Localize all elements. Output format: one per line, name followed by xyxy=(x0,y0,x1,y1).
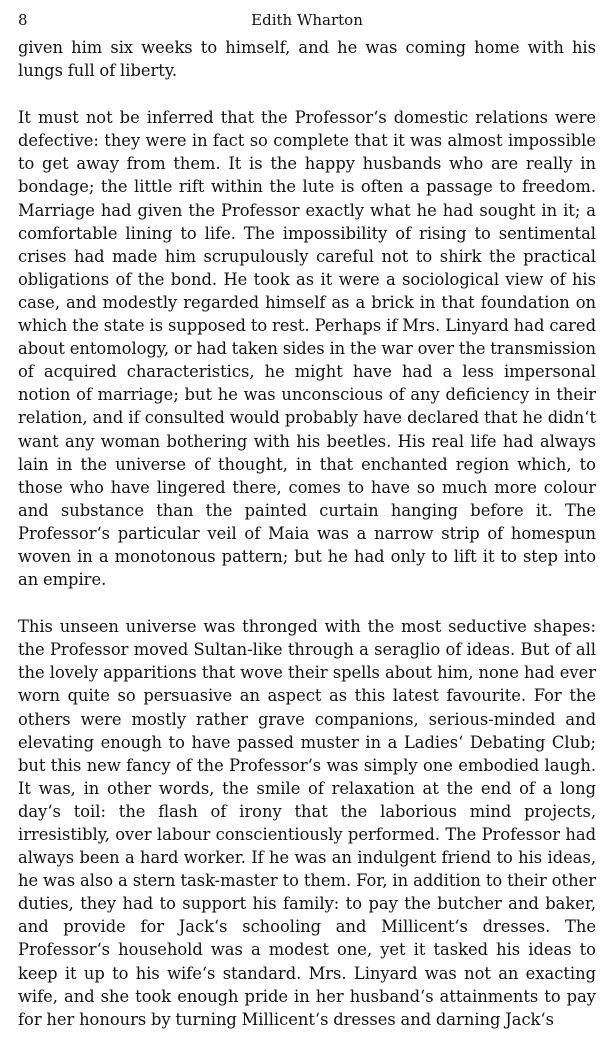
running-head xyxy=(18,0,596,36)
paragraph: This unseen universe was thronged with the most seductive shapes: the Professor moved Sultan-like through a seraglio of ideas. But of all the lovely apparitions that wove their spells about him, none had ever worn quite so persuasive an aspect as this latest favourite. For the others were mostly rather grave companions, serious-minded and elevating enough to have passed muster in a Ladies‘ Debating Club; but this new fancy of the Professor‘s was simply one embodied laugh. It was, in other words, the smile of relaxation at the end of a long day‘s toil: the flash of irony that the laborious mind projects, irresistibly, over labour conscientiously performed. The Professor had always been a hard worker. If he was an indulgent friend to his ideas, he was also a stern task-master to them. For, in addition to their other duties, they had to support his family: to pay the butcher and baker, and provide for Jack‘s schooling and Millicent‘s dresses. The Professor‘s household was a modest one, yet it tasked his ideas to keep it up to his wife‘s standard. Mrs. Linyard was not an exacting wife, and she took enough pride in her husband‘s attainments to pay for her honours by turning Millicent‘s dresses and darning Jack‘s xyxy=(18,617,596,1029)
running-head-title: Edith Wharton xyxy=(251,11,363,29)
paragraph: given him six weeks to himself, and he was coming home with his lungs full of liberty. xyxy=(18,38,596,81)
body-text xyxy=(18,36,596,1031)
page-number: 8 xyxy=(18,11,28,29)
book-page xyxy=(18,0,596,1031)
paragraph: It must not be inferred that the Professor‘s domestic relations were defective: they were in fact so complete that it was almost impossible to get away from them. It is the happy husbands who are really in bondage; the little rift within the lute is often a passage to freedom. Marriage had given the Professor exactly what he had sought in it; a comfortable lining to life. The impossibility of rising to sentimental crises had made him scrupulously careful not to shirk the practical obligations of the bond. He took as it were a sociological view of his case, and modestly regarded himself as a brick in that foundation on which the state is supposed to rest. Perhaps if Mrs. Linyard had cared about entomology, or had taken sides in the war over the transmission of acquired characteristics, he might have had a less impersonal notion of marriage; but he was unconscious of any deficiency in their relation, and if consulted would probably have declared that he didn‘t want any woman bothering with his beetles. His real life had always lain in the universe of thought, in that enchanted region which, to those who have lingered there, comes to have so much more colour and substance than the painted curtain hanging before it. The Professor‘s particular veil of Maia was a narrow strip of homespun woven in a monotonous pattern; but he had only to lift it to step into an empire. xyxy=(18,108,596,590)
